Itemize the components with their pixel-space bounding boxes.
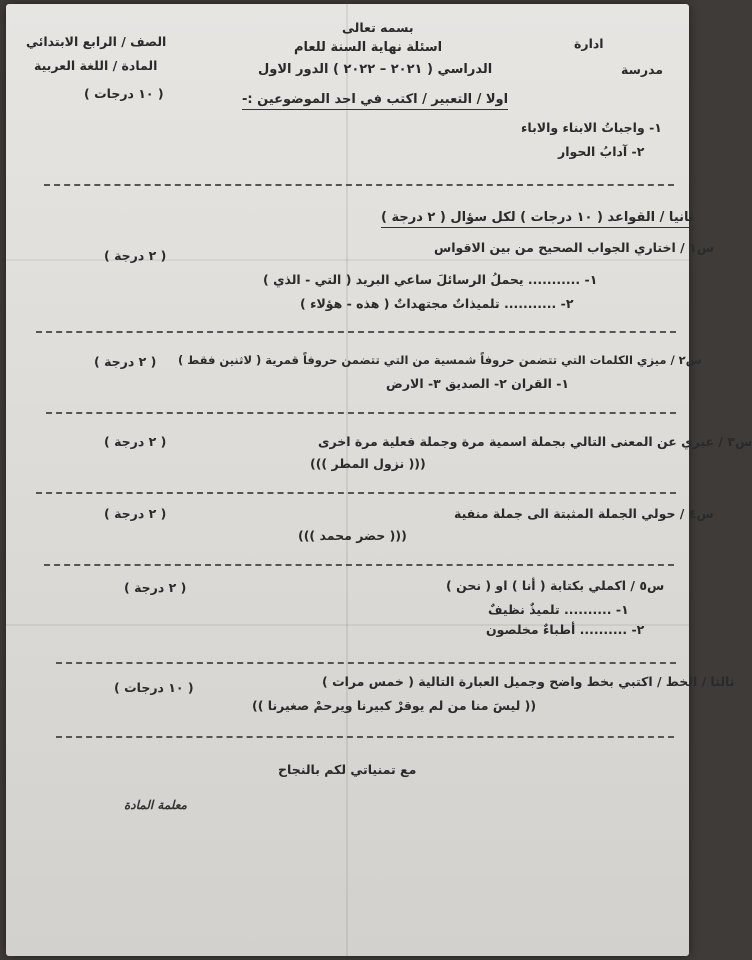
admin-label: ادارة — [574, 36, 604, 51]
section3-marks: ( ١٠ درجات ) — [114, 680, 194, 695]
question-4-phrase: ((( حضر محمد ))) — [298, 528, 407, 543]
question-5-marks: ( ٢ درجة ) — [124, 580, 187, 595]
section3-phrase: (( ليسَ منا من لم يوقرْ كبيرنا ويرحمْ صغيرنا )) — [252, 698, 537, 713]
separator — [36, 492, 676, 494]
school-label: مدرسة — [621, 62, 664, 77]
section1-marks: ( ١٠ درجات ) — [84, 86, 164, 101]
separator — [56, 662, 676, 664]
question-1-item: ٢- ........... تلميذاتٌ مجتهداتٌ ( هذه - هؤلاء ) — [300, 296, 574, 311]
question-2-title: س٢ / ميزي الكلمات التي تتضمن حروفاً شمسية من التي تتضمن حروفاً قمرية ( لاثنين فقط ) — [178, 353, 702, 367]
question-3-phrase: ((( نزول المطر ))) — [310, 456, 426, 471]
good-luck-wish: مع تمنياتي لكم بالنجاح — [278, 762, 417, 777]
topic-item: ١- واجباتُ الابناء والاباء — [521, 120, 662, 135]
question-5-title: س٥ / اكملي بكتابة ( أنا ) او ( نحن ) — [446, 578, 665, 593]
grade-label: الصف / الرابع الابتدائي — [26, 34, 167, 49]
separator — [46, 412, 676, 414]
teacher-signature: معلمة المادة — [124, 798, 187, 812]
question-2-items: ١- القران ٢- الصديق ٣- الارض — [386, 376, 570, 391]
section2-title: ثانيا / القواعد ( ١٠ درجات ) لكل سؤال ( ٢ درجة ) — [381, 210, 694, 228]
question-5-item: ٢- .......... أطباءٌ مخلصون — [486, 622, 645, 637]
separator — [44, 184, 674, 186]
subject-label: المادة / اللغة العربية — [34, 58, 158, 73]
basmala: بسمه تعالى — [342, 20, 414, 35]
question-1-item: ١- ........... يحملُ الرسائلَ ساعي البريد ( التي - الذي ) — [263, 272, 598, 287]
question-4-marks: ( ٢ درجة ) — [104, 506, 167, 521]
section3-title: ثالثا / الخط / اكتبي بخط واضح وجميل العبارة التالية ( خمس مرات ) — [322, 674, 735, 689]
section1-title: اولا / التعبير / اكتب في احد الموضوعين :- — [242, 92, 508, 110]
question-4-title: س٤ / حولي الجملة المثبتة الى جملة منفية — [454, 506, 714, 521]
paper-fold — [346, 4, 348, 956]
question-3-marks: ( ٢ درجة ) — [104, 434, 167, 449]
separator — [44, 564, 674, 566]
topic-item: ٢- آدابُ الحوار — [558, 144, 645, 159]
separator — [56, 736, 674, 738]
question-1-title: س١ / اختاري الجواب الصحيح من بين الاقواس — [434, 240, 714, 255]
exam-title: اسئلة نهاية السنة للعام — [294, 40, 443, 55]
exam-year: الدراسي ( ٢٠٢١ – ٢٠٢٢ ) الدور الاول — [258, 62, 493, 77]
question-5-item: ١- .......... تلميذٌ نظيفٌ — [488, 602, 629, 617]
question-2-marks: ( ٢ درجة ) — [94, 354, 157, 369]
question-3-title: س٣ / عبري عن المعنى التالي بجملة اسمية مرة وجملة فعلية مرة اخرى — [318, 434, 752, 449]
exam-paper — [6, 4, 752, 956]
separator — [36, 331, 676, 333]
question-1-marks: ( ٢ درجة ) — [104, 248, 167, 263]
